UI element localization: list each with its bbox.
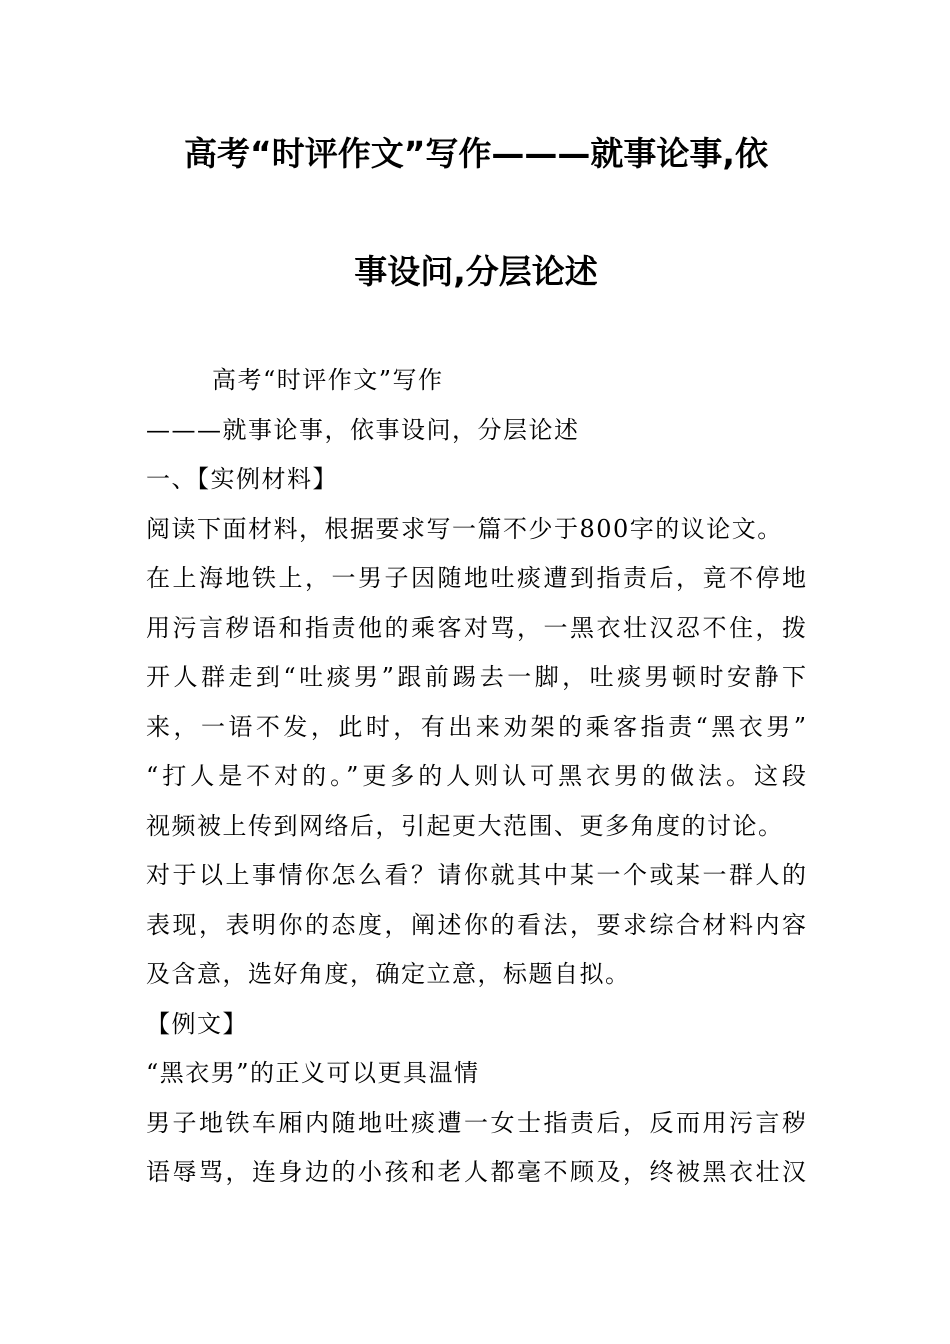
paragraph-line: 在上海地铁上，一男子因随地吐痰遭到指责后，竟不停地 xyxy=(146,564,806,592)
paragraph-line: 视频被上传到网络后，引起更大范围、更多角度的讨论。 xyxy=(146,811,784,840)
paragraph-line: 用污言秽语和指责他的乘客对骂，一黑衣壮汉忍不住，拨 xyxy=(146,613,806,642)
subtitle-continuation: ———就事论事，依事设问，分层论述 xyxy=(146,415,580,444)
example-heading: 【例文】 xyxy=(146,1009,248,1038)
paragraph-line: 阅读下面材料，根据要求写一篇不少于800字的议论文。 xyxy=(146,514,783,543)
paragraph-line: 来，一语不发，此时，有出来劝架的乘客指责“黑衣男” xyxy=(146,712,806,741)
paragraph-line: “打人是不对的。”更多的人则认可黑衣男的做法。这段 xyxy=(146,762,806,790)
paragraph-line: 表现，表明你的态度，阐述你的看法，要求综合材料内容 xyxy=(146,910,806,939)
document-title-line-2: 事设问,分层论述 xyxy=(354,252,598,291)
document-body xyxy=(146,356,806,1198)
paragraph-line: 开人群走到“吐痰男”跟前踢去一脚，吐痰男顿时安静下 xyxy=(146,663,806,691)
paragraph-line: 对于以上事情你怎么看？请你就其中某一个或某一群人的 xyxy=(146,861,806,889)
subtitle-line: 高考“时评作文”写作 xyxy=(212,366,444,394)
document-title-line-1: 高考“时评作文”写作———就事论事,依 xyxy=(184,134,768,173)
section-heading: 一、【实例材料】 xyxy=(146,465,338,493)
paragraph-line: 男子地铁车厢内随地吐痰遭一女士指责后，反而用污言秽 xyxy=(146,1108,806,1137)
essay-title: “黑衣男”的正义可以更具温情 xyxy=(146,1059,480,1087)
paragraph-line: 及含意，选好角度，确定立意，标题自拟。 xyxy=(146,960,631,988)
paragraph-line: 语辱骂，连身边的小孩和老人都毫不顾及，终被黑衣壮汉 xyxy=(146,1158,806,1186)
